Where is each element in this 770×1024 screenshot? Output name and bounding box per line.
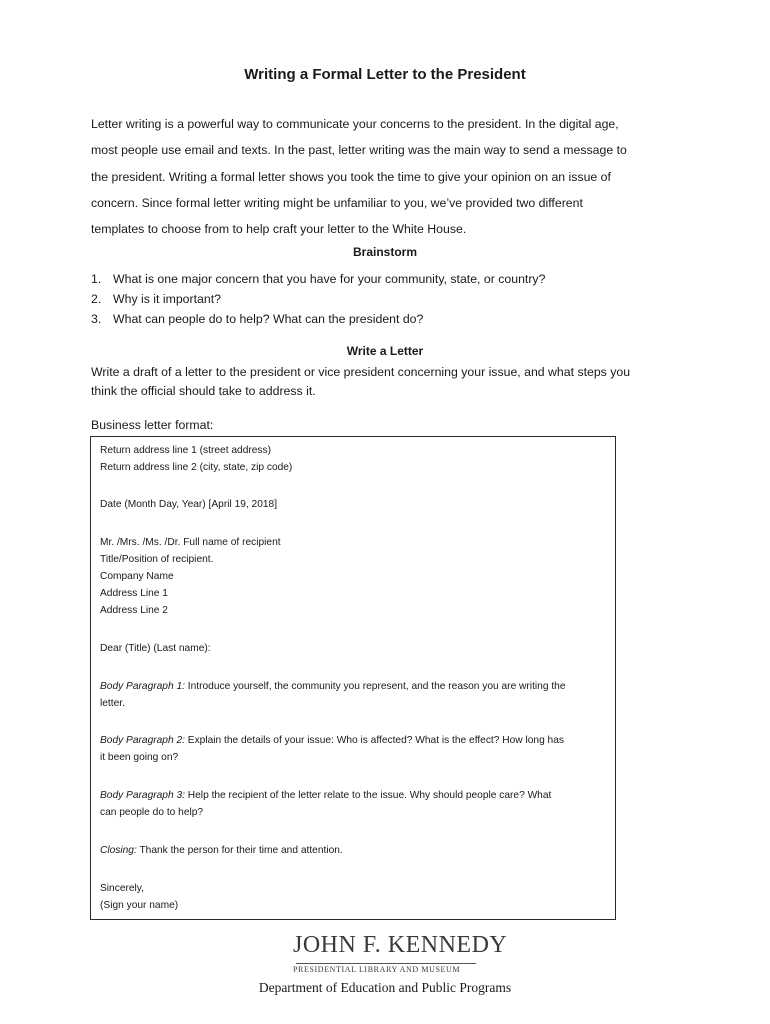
list-number: 1. xyxy=(91,272,102,286)
body-paragraph-2-text: Explain the details of your issue: Who is affected? What is the effect? How long has xyxy=(184,735,564,746)
address-line-2: Address Line 2 xyxy=(100,605,168,616)
intro-line: concern. Since formal letter writing might be unfamiliar to you, we’ve provided two different xyxy=(91,195,583,210)
instruction-line: think the official should take to address it. xyxy=(91,384,316,398)
intro-line: most people use email and texts. In the past, letter writing was the main way to send a message to xyxy=(91,143,627,158)
recipient-name: Mr. /Mrs. /Ms. /Dr. Full name of recipient xyxy=(100,537,281,548)
return-address-line-1: Return address line 1 (street address) xyxy=(100,445,272,456)
brainstorm-heading: Brainstorm xyxy=(352,245,417,259)
write-letter-heading: Write a Letter xyxy=(346,344,424,358)
closing-label: Closing: xyxy=(100,845,137,856)
salutation: Dear (Title) (Last name): xyxy=(100,643,211,654)
page-title: Writing a Formal Letter to the President xyxy=(244,66,526,83)
company-name: Company Name xyxy=(100,571,174,582)
closing xyxy=(100,842,610,859)
brainstorm-questions xyxy=(91,269,545,329)
footer-department: Department of Education and Public Programs xyxy=(258,980,512,995)
body-paragraph-3-text-cont: can people do to help? xyxy=(100,806,204,818)
list-text: What can people do to help? What can the president do? xyxy=(113,312,424,326)
logo-subtitle: PRESIDENTIAL LIBRARY AND MUSEUM xyxy=(293,965,461,974)
body-paragraph-3 xyxy=(100,788,610,821)
write-letter-instructions xyxy=(91,363,681,401)
list-number: 2. xyxy=(91,292,102,306)
jfk-library-logo xyxy=(0,932,770,978)
address-line-1: Address Line 1 xyxy=(100,588,168,599)
signature-line: (Sign your name) xyxy=(100,900,179,911)
body-paragraph-3-text: Help the recipient of the letter relate to the issue. Why should people care? What xyxy=(184,790,552,801)
list-text: What is one major concern that you have for your community, state, or country? xyxy=(113,272,546,286)
body-paragraph-1-text: Introduce yourself, the community you represent, and the reason you are writing the xyxy=(184,681,566,692)
return-address-line-2: Return address line 2 (city, state, zip code) xyxy=(100,462,293,473)
list-number: 3. xyxy=(91,312,102,326)
body-paragraph-1-text-cont: letter. xyxy=(100,697,125,709)
logo-name: JOHN F. KENNEDY xyxy=(293,932,508,958)
closing-text: Thank the person for their time and attention. xyxy=(136,845,343,856)
list-text: Why is it important? xyxy=(113,292,221,306)
list-item xyxy=(91,309,545,329)
logo-divider xyxy=(296,963,476,964)
intro-line: Letter writing is a powerful way to communicate your concerns to the president. In the digital age, xyxy=(91,117,619,131)
intro-paragraph xyxy=(91,111,681,242)
letter-template-box xyxy=(90,436,616,920)
list-item xyxy=(91,289,545,309)
body-paragraph-2-label: Body Paragraph 2: xyxy=(100,735,185,746)
intro-line: templates to choose from to help craft your letter to the White House. xyxy=(91,222,467,237)
instruction-line: Write a draft of a letter to the president or vice president concerning your issue, and what steps you xyxy=(91,365,631,379)
format-label: Business letter format: xyxy=(91,418,214,432)
body-paragraph-3-label: Body Paragraph 3: xyxy=(100,790,185,801)
intro-line: the president. Writing a formal letter shows you took the time to give your opinion on an issue of xyxy=(91,169,611,184)
recipient-title: Title/Position of recipient. xyxy=(100,554,214,565)
body-paragraph-1-label: Body Paragraph 1: xyxy=(100,681,185,692)
list-item xyxy=(91,269,545,289)
body-paragraph-2-text-cont: it been going on? xyxy=(100,751,179,763)
body-paragraph-2 xyxy=(100,733,610,766)
letter-date: Date (Month Day, Year) [April 19, 2018] xyxy=(100,499,278,510)
sincerely: Sincerely, xyxy=(100,883,144,894)
body-paragraph-1 xyxy=(100,679,610,712)
